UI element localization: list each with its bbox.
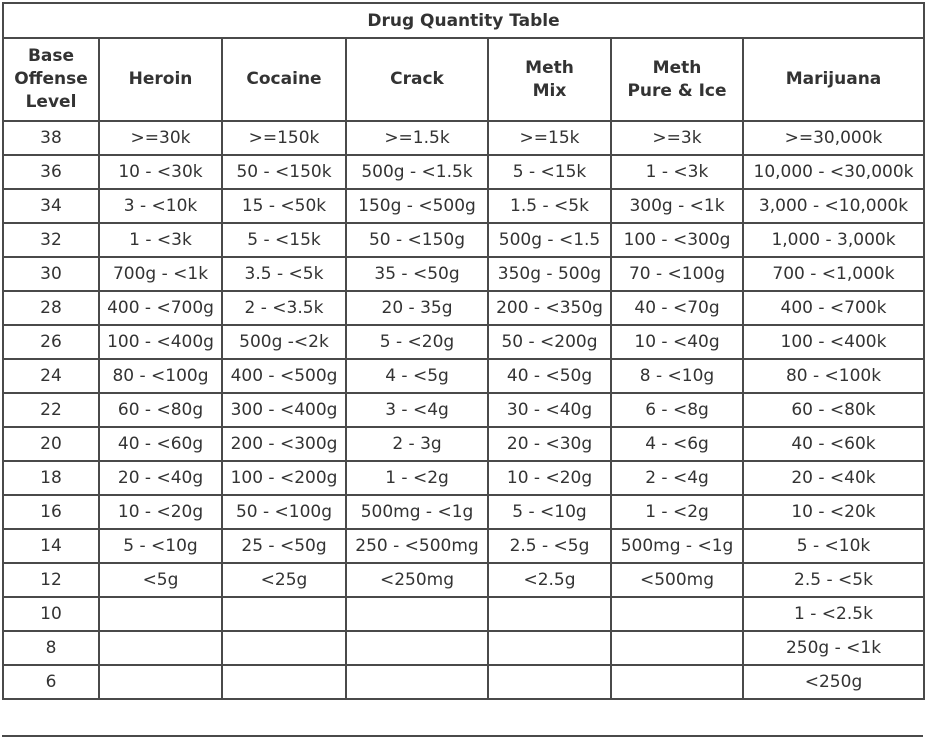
cell-heroin: <5g — [99, 563, 222, 597]
cell-meth-pure-ice — [611, 597, 743, 631]
cell-meth-pure-ice — [611, 631, 743, 665]
column-header-crack — [346, 38, 488, 121]
cell-marijuana: 400 - <700k — [743, 291, 924, 325]
cell-crack: 4 - <5g — [346, 359, 488, 393]
cell-crack — [346, 597, 488, 631]
cell-crack — [346, 665, 488, 699]
cell-marijuana: 10,000 - <30,000k — [743, 155, 924, 189]
cell-base-offense-level: 36 — [3, 155, 99, 189]
cell-meth-mix: 10 - <20g — [488, 461, 611, 495]
cell-meth-mix: >=15k — [488, 121, 611, 155]
cell-marijuana: 1,000 - 3,000k — [743, 223, 924, 257]
cell-marijuana: 700 - <1,000k — [743, 257, 924, 291]
column-header-cocaine — [222, 38, 346, 121]
cell-cocaine: 15 - <50k — [222, 189, 346, 223]
table-row — [3, 597, 924, 631]
cell-meth-mix — [488, 597, 611, 631]
cell-cocaine — [222, 665, 346, 699]
cell-base-offense-level: 16 — [3, 495, 99, 529]
cell-crack: 250 - <500mg — [346, 529, 488, 563]
table-row — [3, 325, 924, 359]
cell-cocaine: >=150k — [222, 121, 346, 155]
cell-heroin: 3 - <10k — [99, 189, 222, 223]
table-row — [3, 223, 924, 257]
cell-meth-mix: 350g - 500g — [488, 257, 611, 291]
cell-base-offense-level: 8 — [3, 631, 99, 665]
table-row — [3, 121, 924, 155]
cell-meth-mix: 50 - <200g — [488, 325, 611, 359]
column-header-line: Heroin — [128, 69, 193, 89]
cell-meth-mix: 500g - <1.5 — [488, 223, 611, 257]
column-header-line: Cocaine — [246, 69, 322, 89]
cell-meth-pure-ice: <500mg — [611, 563, 743, 597]
cell-meth-mix: 1.5 - <5k — [488, 189, 611, 223]
column-header-marijuana — [743, 38, 924, 121]
column-header-line: Crack — [390, 69, 444, 89]
cell-heroin: 1 - <3k — [99, 223, 222, 257]
cell-base-offense-level: 34 — [3, 189, 99, 223]
cell-base-offense-level: 26 — [3, 325, 99, 359]
table-row — [3, 257, 924, 291]
cell-marijuana: 5 - <10k — [743, 529, 924, 563]
cell-heroin: 5 - <10g — [99, 529, 222, 563]
cell-base-offense-level: 18 — [3, 461, 99, 495]
table-row — [3, 393, 924, 427]
cell-meth-mix: <2.5g — [488, 563, 611, 597]
cell-base-offense-level: 10 — [3, 597, 99, 631]
table-row — [3, 189, 924, 223]
cell-meth-pure-ice: 300g - <1k — [611, 189, 743, 223]
cell-cocaine: 50 - <150k — [222, 155, 346, 189]
cell-cocaine: 3.5 - <5k — [222, 257, 346, 291]
cell-meth-pure-ice: 500mg - <1g — [611, 529, 743, 563]
table-row — [3, 665, 924, 699]
cell-heroin: 400 - <700g — [99, 291, 222, 325]
table-row — [3, 563, 924, 597]
cell-cocaine — [222, 631, 346, 665]
column-header-heroin — [99, 38, 222, 121]
column-header-line: Mix — [532, 80, 567, 101]
title-row — [3, 3, 924, 38]
table-row — [3, 461, 924, 495]
cell-cocaine: 50 - <100g — [222, 495, 346, 529]
cell-marijuana: 2.5 - <5k — [743, 563, 924, 597]
cell-marijuana: 10 - <20k — [743, 495, 924, 529]
cell-heroin: 10 - <20g — [99, 495, 222, 529]
cell-crack: 500mg - <1g — [346, 495, 488, 529]
cell-meth-pure-ice: 70 - <100g — [611, 257, 743, 291]
cell-cocaine: <25g — [222, 563, 346, 597]
column-header-meth-pure-ice — [611, 38, 743, 121]
cell-meth-mix: 20 - <30g — [488, 427, 611, 461]
cell-cocaine: 100 - <200g — [222, 461, 346, 495]
cell-marijuana: 250g - <1k — [743, 631, 924, 665]
column-header-line: Meth — [525, 57, 574, 78]
table-row — [3, 291, 924, 325]
column-header-meth-mix — [488, 38, 611, 121]
cell-meth-pure-ice: 1 - <2g — [611, 495, 743, 529]
table-row — [3, 495, 924, 529]
cell-heroin: 80 - <100g — [99, 359, 222, 393]
cell-base-offense-level: 20 — [3, 427, 99, 461]
cell-heroin: 100 - <400g — [99, 325, 222, 359]
cell-meth-pure-ice: 4 - <6g — [611, 427, 743, 461]
cell-marijuana: 60 - <80k — [743, 393, 924, 427]
cell-heroin: 10 - <30k — [99, 155, 222, 189]
cell-crack: 5 - <20g — [346, 325, 488, 359]
cell-meth-pure-ice: 8 - <10g — [611, 359, 743, 393]
table-row — [3, 631, 924, 665]
cell-crack: 20 - 35g — [346, 291, 488, 325]
cell-meth-pure-ice: 10 - <40g — [611, 325, 743, 359]
cell-base-offense-level: 28 — [3, 291, 99, 325]
cell-marijuana: 1 - <2.5k — [743, 597, 924, 631]
cell-heroin: 700g - <1k — [99, 257, 222, 291]
cell-marijuana: 100 - <400k — [743, 325, 924, 359]
column-header-base-offense-level — [3, 38, 99, 121]
column-header-line: Base — [27, 46, 75, 66]
cell-cocaine: 25 - <50g — [222, 529, 346, 563]
cell-marijuana: >=30,000k — [743, 121, 924, 155]
cell-crack: <250mg — [346, 563, 488, 597]
table-row — [3, 359, 924, 393]
cell-meth-pure-ice: 40 - <70g — [611, 291, 743, 325]
cell-heroin — [99, 597, 222, 631]
cell-heroin — [99, 665, 222, 699]
cell-base-offense-level: 6 — [3, 665, 99, 699]
cell-base-offense-level: 14 — [3, 529, 99, 563]
column-header-line: Pure & Ice — [627, 80, 727, 101]
cell-cocaine: 300 - <400g — [222, 393, 346, 427]
cell-crack: 50 - <150g — [346, 223, 488, 257]
cell-heroin: 60 - <80g — [99, 393, 222, 427]
cell-heroin: >=30k — [99, 121, 222, 155]
cell-meth-mix: 200 - <350g — [488, 291, 611, 325]
cell-heroin: 40 - <60g — [99, 427, 222, 461]
cell-cocaine: 5 - <15k — [222, 223, 346, 257]
cell-meth-mix: 5 - <10g — [488, 495, 611, 529]
table-row — [3, 427, 924, 461]
table-body — [3, 121, 924, 699]
cell-cocaine: 400 - <500g — [222, 359, 346, 393]
table-title: Drug Quantity Table — [3, 3, 924, 38]
cell-heroin: 20 - <40g — [99, 461, 222, 495]
cell-marijuana: 80 - <100k — [743, 359, 924, 393]
column-header-line: Offense — [14, 69, 88, 89]
cell-cocaine: 500g -<2k — [222, 325, 346, 359]
table-bottom-border — [2, 735, 923, 741]
column-header-line: Meth — [652, 57, 702, 78]
cell-base-offense-level: 12 — [3, 563, 99, 597]
cell-marijuana: 20 - <40k — [743, 461, 924, 495]
cell-base-offense-level: 38 — [3, 121, 99, 155]
drug-quantity-table — [2, 2, 925, 700]
cell-crack: 3 - <4g — [346, 393, 488, 427]
cell-meth-pure-ice: 100 - <300g — [611, 223, 743, 257]
cell-meth-pure-ice: 6 - <8g — [611, 393, 743, 427]
cell-marijuana: 3,000 - <10,000k — [743, 189, 924, 223]
cell-meth-pure-ice: 2 - <4g — [611, 461, 743, 495]
cell-meth-mix: 2.5 - <5g — [488, 529, 611, 563]
table-row — [3, 529, 924, 563]
cell-cocaine: 2 - <3.5k — [222, 291, 346, 325]
cell-heroin — [99, 631, 222, 665]
cell-meth-pure-ice: 1 - <3k — [611, 155, 743, 189]
cell-cocaine: 200 - <300g — [222, 427, 346, 461]
cell-crack: 35 - <50g — [346, 257, 488, 291]
cell-crack: 500g - <1.5k — [346, 155, 488, 189]
cell-meth-mix: 40 - <50g — [488, 359, 611, 393]
cell-crack: 1 - <2g — [346, 461, 488, 495]
table-row — [3, 155, 924, 189]
cell-crack: >=1.5k — [346, 121, 488, 155]
cell-crack: 150g - <500g — [346, 189, 488, 223]
cell-cocaine — [222, 597, 346, 631]
header-row — [3, 38, 924, 121]
cell-meth-pure-ice — [611, 665, 743, 699]
cell-base-offense-level: 32 — [3, 223, 99, 257]
cell-marijuana: <250g — [743, 665, 924, 699]
cell-meth-mix — [488, 631, 611, 665]
cell-crack — [346, 631, 488, 665]
cell-meth-mix: 30 - <40g — [488, 393, 611, 427]
cell-base-offense-level: 22 — [3, 393, 99, 427]
cell-marijuana: 40 - <60k — [743, 427, 924, 461]
column-header-line: Marijuana — [785, 69, 882, 89]
cell-base-offense-level: 30 — [3, 257, 99, 291]
column-header-line: Level — [25, 92, 77, 112]
cell-base-offense-level: 24 — [3, 359, 99, 393]
cell-meth-mix: 5 - <15k — [488, 155, 611, 189]
cell-meth-pure-ice: >=3k — [611, 121, 743, 155]
cell-meth-mix — [488, 665, 611, 699]
cell-crack: 2 - 3g — [346, 427, 488, 461]
